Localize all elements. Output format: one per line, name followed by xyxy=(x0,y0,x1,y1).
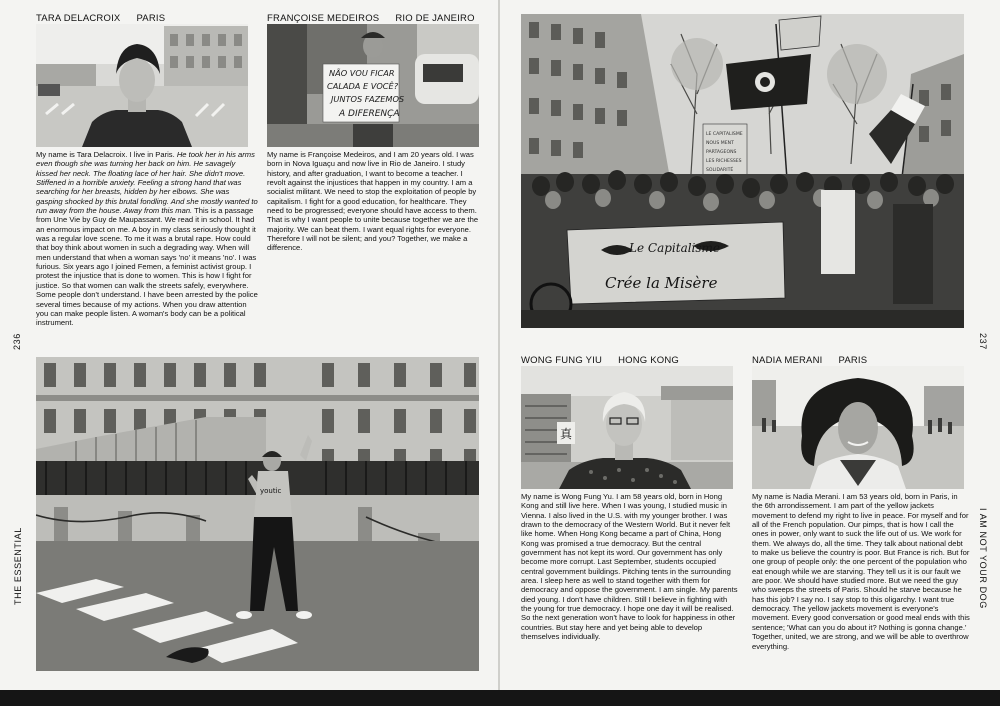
protest-photo-femen xyxy=(36,357,479,671)
story-intro: My name is Tara Delacroix. I live in Paris. xyxy=(36,150,175,159)
profile-name: FRANÇOISE MEDEIROS xyxy=(267,13,380,24)
page-number: 236 xyxy=(12,333,22,350)
placard-line: SOLIDARITÉ xyxy=(706,168,734,173)
caption-francoise xyxy=(267,13,475,24)
placard-line: LES RICHESSES xyxy=(706,159,742,164)
placard-line: PARTAGEONS xyxy=(706,150,737,155)
profile-city: PARIS xyxy=(136,13,166,24)
story-text-tara xyxy=(36,150,258,328)
bottom-edge xyxy=(0,690,1000,706)
story-quote: He took her in his arms even though she was turning her back on him. He savagely kissed her neck. The floating lace of her hair. She didn't move. Stiffened in a horrible anxiety. Feeling a strong hand that was searching for her breasts, hidden by her elbows. She was gasping shocked by this brutal fondling. And she mostly wanted to run away from the house. Away from this man. xyxy=(36,150,258,216)
portrait-photo-wong xyxy=(521,366,733,489)
portrait-photo-nadia xyxy=(752,366,964,489)
running-title: I AM NOT YOUR DOG xyxy=(978,508,988,609)
banner-line-1: Le Capitalisme xyxy=(629,241,721,255)
story-body: This is a passage from Une Vie by Guy de Maupassant. We read it in school. It had an enormous impact on me. A boy in my class seriously thought it was a regular love scene. To me it was a brutal rape. How could that boy think about women in such a degrading way. When will men understand that when a woman says 'no' it means 'no'. I was furious. Six years ago I joined Femen, a feminist activist group. I protest the injustice that is done to women. This is how I fight for justice. So that women can walk the streets safely, everywhere. Some people don't understand. I have been arrested by the police several times because of my actions. When you draw attention you can make people listen. A woman's body can be a political instrument. xyxy=(36,206,258,328)
sign-line: A DIFERENÇA xyxy=(339,109,400,119)
protest-photo-march xyxy=(521,14,964,328)
right-page xyxy=(500,0,1000,690)
story-text-nadia: My name is Nadia Merani. I am 53 years old, born in Paris, in the 6th arrondissement. I am part of the yellow jackets movement to defend my right to live in peace. For myself and for all of the French population. Our pimps, that is how I call the ones in power, only want to suck the life out of us. We work for them. We always do, all the time. They talk about national debt to make us believe the country is poor. But France is rich. But for one group of people only: the one percent of the population who eat enough while we are starving. They tell us it is our fault we are poor. We should have studied more. But we need the guy who sweeps the streets of Paris. Should he starve because he has this job? I say no. I say stop to this oligarchy. I want true democracy. The yellow jackets movement is everyone's movement. Every good conversation or good meal ends with this sentence; 'What can you do about it? Nothing is gonna change.' Together, united, we are strong, and we will be able to overthrow everything. xyxy=(752,492,970,651)
profile-name: TARA DELACROIX xyxy=(36,13,121,24)
portrait-photo-tara xyxy=(36,24,248,147)
sign-line: CALADA E VOCÊ? xyxy=(327,81,399,91)
caption-tara xyxy=(36,13,165,24)
profile-name: NADIA MERANI xyxy=(752,355,823,366)
portrait-photo-francoise xyxy=(267,24,479,147)
placard-line: NOUS MENT xyxy=(706,141,734,146)
shop-sign: 真 xyxy=(560,427,573,441)
caption-nadia xyxy=(752,355,867,366)
profile-city: HONG KONG xyxy=(618,355,679,366)
torso-slogan: youtic xyxy=(260,487,282,495)
story-text-francoise: My name is Françoise Medeiros, and I am 20 years old. I was born in Nova Iguaçu and now live in Rio de Janeiro. I study history, and after graduation, I want to become a teacher. I revolt against the injustices that happen in my country. I am a socialist militant. We need to stop the exploitation of people by capitalism. I fight for a good education, for healthcare. They need to be progressed; everyone should have access to them. That is why I want people to unite because together we are the majority. We can beat them. I want equal rights for everyone. Therefore I will not be silent; and you? Together, we make a difference. xyxy=(267,150,479,253)
banner-line-2: Crée la Misère xyxy=(605,274,718,292)
caption-wong xyxy=(521,355,679,366)
running-title: THE ESSENTIAL xyxy=(13,527,23,605)
profile-city: PARIS xyxy=(838,355,868,366)
page-number: 237 xyxy=(978,333,988,350)
placard-line: LE CAPITALISME xyxy=(706,132,743,137)
story-text-wong: My name is Wong Fung Yu. I am 58 years old, born in Hong Kong and still live here. When I was young, I studied music in Vienna. I also lived in the U.S. with my younger brother. I was drawn to the democracy of the Western World. But it never felt like home. When Hong Kong became a part of China, Hong Kong was promised a true democracy. But the central government has not kept its word. Our government has only become more corrupt. Last September, students occupied central government buildings. Pitching tents in the surrounding area. I sleep here as well to stand together with them for democracy and oppose the government. I am single. My parents died young. I don't have children. Still I believe in fighting with the young for true democracy. I hope one day it will be realised. So the next generation won't have to look for happiness in other countries. But stay here and yet being able to develop themselves individually. xyxy=(521,492,738,642)
sign-line: NÃO VOU FICAR xyxy=(329,68,395,78)
left-page xyxy=(0,0,498,690)
sign-line: JUNTOS FAZEMOS xyxy=(331,94,405,104)
profile-name: WONG FUNG YIU xyxy=(521,355,603,366)
profile-city: RIO DE JANEIRO xyxy=(395,13,475,24)
